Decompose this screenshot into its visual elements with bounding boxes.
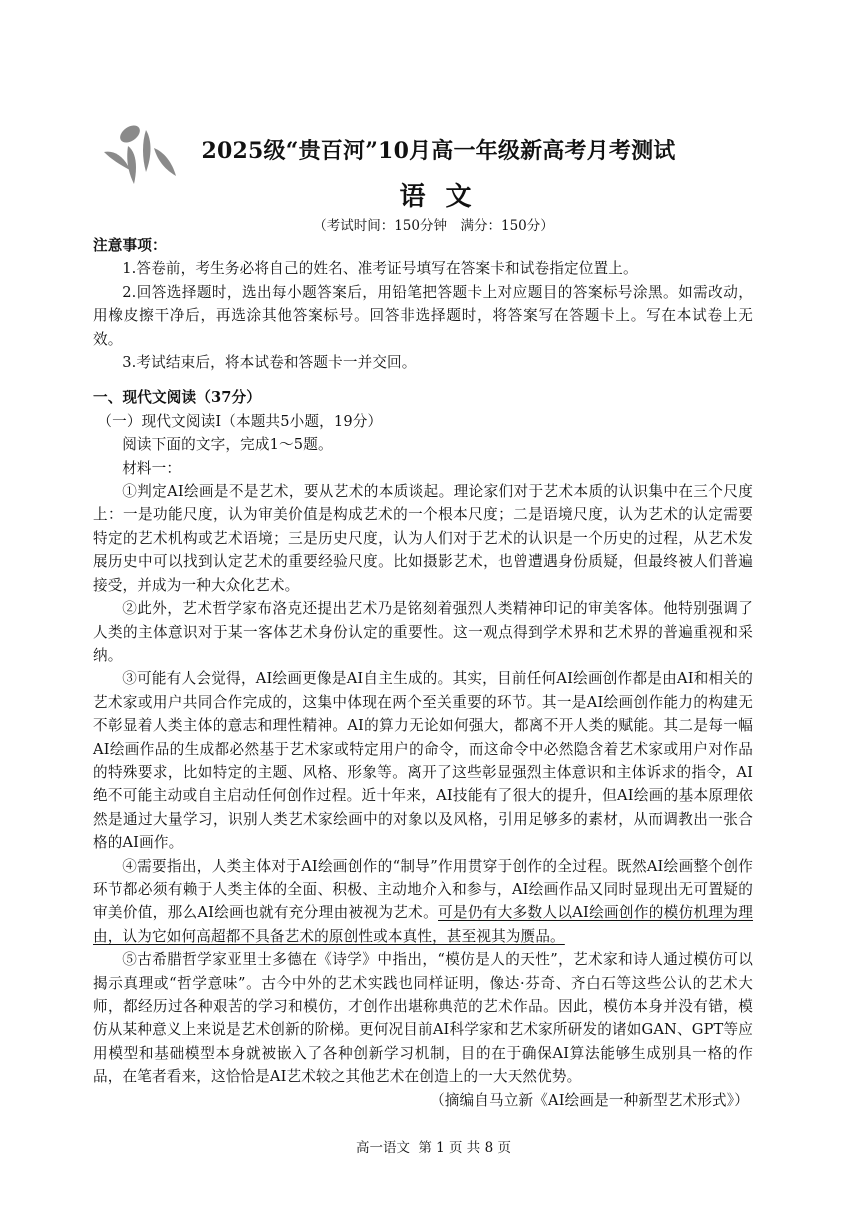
paragraph-1: ①判定AI绘画是不是艺术，要从艺术的本质谈起。理论家们对于艺术本质的认识集中在三个尺度上：一是功能尺度，认为审美价值是构成艺术的一个根本尺度；二是语境尺度，认为艺术的认定需要特定的艺术机构或艺术语境；三是历史尺度，认为人们对于艺术的认识是一个历史的过程，从艺术发展历史中可以找到认定艺术的重要经验尺度。比如摄影艺术，也曾遭遇身份质疑，但最终被人们普遍接受，并成为一种大众化艺术。 bbox=[93, 483, 753, 594]
notice-item-3: 3.考试结束后，将本试卷和答题卡一并交回。 bbox=[122, 354, 417, 372]
notice-item-1: 1.答卷前，考生务必将自己的姓名、准考证号填写在答案卡和试卷指定位置上。 bbox=[122, 260, 638, 278]
notice-heading: 注意事项： bbox=[93, 237, 167, 254]
page-footer bbox=[0, 1136, 867, 1156]
footer-course: 高一语文 bbox=[356, 1140, 411, 1156]
paragraph-2: ②此外，艺术哲学家布洛克还提出艺术乃是铭刻着强烈人类精神印记的审美客体。他特别强调了人类的主体意识对于某一客体艺术身份认定的重要性。这一观点得到学术界和艺术界的普遍重视和采纳。 bbox=[93, 600, 753, 664]
paragraph-4-underlined: 可是仍有大多数人以AI绘画创作的模仿机理为理由，认为它如何高超都不具备艺术的原创性或本真性，甚至视其为赝品。 bbox=[93, 904, 754, 945]
exam-info: （考试时间：150分钟 满分：150分） bbox=[313, 218, 554, 234]
material-label: 材料一： bbox=[122, 459, 182, 477]
paragraph-4 bbox=[93, 855, 753, 949]
exam-title: 2025级“贵百河”10月高一年级新高考月考测试 bbox=[201, 138, 676, 164]
exam-body bbox=[93, 232, 753, 1112]
paragraph-4-text: ④需要指出，人类主体对于AI绘画创作的“制导”作用贯穿于创作的全过程。既然AI绘画整个创作环节都必须有赖于人类主体的全面、积极、主动地介入和参与，AI绘画作品又同时显现出无可置疑的审美价值，那么AI绘画也就有充分理由被视为艺术。 bbox=[93, 857, 753, 922]
notice-item-2: 2.回答选择题时，选出每小题答案后，用铅笔把答题卡上对应题目的答案标号涂黑。如需改动，用橡皮擦干净后，再选涂其他答案标号。回答非选择题时，将答案写在答题卡上。写在本试卷上无效。 bbox=[93, 283, 753, 348]
section-heading: 一、现代文阅读（37分） bbox=[93, 389, 262, 407]
subject-title: 语文 bbox=[399, 182, 492, 212]
footer-page-number: 第 1 页 共 8 页 bbox=[418, 1140, 511, 1156]
paragraph-3: ③可能有人会觉得，AI绘画更像是AI自主生成的。其实，目前任何AI绘画创作都是由AI和相关的艺术家或用户共同合作完成的，这集中体现在两个至关重要的环节。其一是AI绘画创作能力的构建无不彰显着人类主体的意志和理性精神。AI的算力无论如何强大，都离不开人类的赋能。其二是每一幅AI绘画作品的生成都必然基于艺术家或特定用户的命令，而这命令中必然隐含着艺术家或用户对作品的特殊要求，比如特定的主题、风格、形象等。离开了这些彰显强烈主体意识和主体诉求的指令，AI绝不可能主动或自主启动任何创作过程。近十年来，AI技能有了很大的提升，但AI绘画的基本原理依然是通过大量学习，识别人类艺术家绘画中的对象以及风格，引用足够多的素材，从而调教出一张合格的AI画作。 bbox=[93, 670, 753, 852]
paragraph-5: ⑤古希腊哲学家亚里士多德在《诗学》中指出，“模仿是人的天性”，艺术家和诗人通过模仿可以揭示真理或“哲学意味”。古今中外的艺术实践也同样证明，像达·芬奇、齐白石等这些公认的艺术大师，都经历过各种艰苦的学习和模仿，才创作出堪称典范的艺术作品。因此，模仿本身并没有错，模仿从某种意义上来说是艺术创新的阶梯。更何况目前AI科学家和艺术家所研发的诸如GAN、GPT等应用模型和基础模型本身就被嵌入了各种创新学习机制，目的在于确保AI算法能够生成别具一格的作品，在笔者看来，这恰恰是AI艺术较之其他艺术在创造上的一大天然优势。 bbox=[93, 951, 753, 1086]
source-citation: （摘编自马立新《AI绘画是一种新型艺术形式》） bbox=[430, 1091, 749, 1109]
instruction: 阅读下面的文字，完成1～5题。 bbox=[122, 436, 333, 454]
sub-section-heading: （一）现代文阅读Ⅰ（本题共5小题，19分） bbox=[97, 412, 383, 430]
